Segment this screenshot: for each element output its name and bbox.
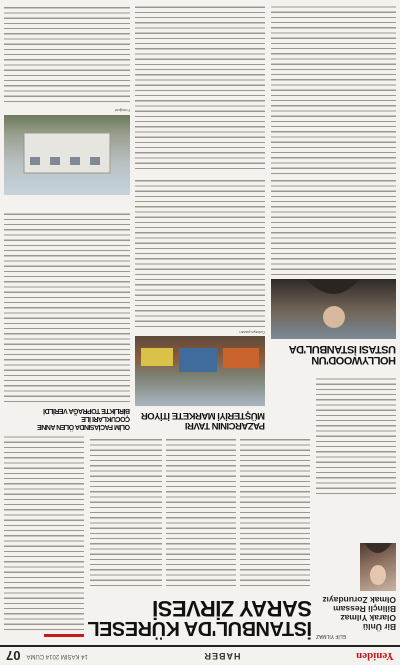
market-body-text [135, 178, 265, 328]
page-number: 07 [6, 648, 21, 664]
hollywood-photo [271, 279, 396, 339]
market-photo-caption: Özkaya pazarı [239, 330, 265, 335]
market-headline-line-2: MÜŞTERİYİ MARKETE İTİYOR [141, 410, 265, 421]
tragedy-headline [4, 406, 130, 430]
lead-body-col-3 [90, 437, 162, 587]
market-headline [135, 410, 265, 430]
issue-date: 14 KASIM 2014 CUMA [26, 653, 88, 659]
interview-byline: ELİF YILMAZ [316, 633, 346, 639]
tragedy-headline-line-2: BİRLİKTE TOPRAĞA VERİLDİ [43, 407, 130, 414]
portrait-figure [360, 543, 396, 591]
market-photo [135, 336, 265, 406]
lead-body-col-1 [240, 437, 310, 587]
building-photo-caption: Fotoğraf [115, 108, 130, 113]
red-rule [44, 634, 84, 637]
section-title: HABER [203, 651, 241, 661]
interview-portrait [360, 543, 396, 591]
tragedy-story [4, 220, 130, 430]
interview-title-line-4: Olmak Zorundayız [322, 595, 396, 605]
bottom-left-text [271, 5, 396, 175]
hollywood-headline [271, 343, 396, 365]
masthead [0, 645, 400, 665]
interview-title-line-3: Bilinçli Ressam [333, 604, 396, 614]
tragedy-body-text [4, 213, 130, 403]
lead-body-col-2 [166, 437, 236, 587]
tragedy-headline-line-1: OLİM FACİASINDA ÖLEN ANNE ÇOCUKLARI İLE [37, 415, 130, 430]
market-headline-line-1: PAZARCININ TAVRI [185, 420, 265, 431]
interview-body-text [316, 375, 396, 495]
interview-title-line-2: Olarak Yılmaz [340, 613, 396, 623]
bottom-right-text [4, 5, 130, 103]
hollywood-body-text [271, 176, 396, 276]
newspaper-logo: Yeniden [356, 650, 394, 662]
interview-title [316, 595, 396, 631]
interview-title-line-1: Bir Ünlü [362, 622, 396, 632]
hollywood-story [271, 185, 396, 365]
bottom-middle-text [135, 5, 265, 170]
hollywood-headline-line-1: HOLLYWOOD'UN [311, 354, 396, 366]
hollywood-photo-figure [271, 279, 396, 339]
hollywood-headline-line-2: USTASI İSTANBUL'DA [289, 343, 396, 355]
building-shape [4, 115, 130, 195]
lead-headline [87, 597, 312, 637]
lead-headline-line-2: SARAY ZİRVESİ [152, 596, 312, 621]
lead-sidebar [4, 437, 84, 637]
market-stalls [135, 336, 265, 406]
lead-sidebar-text [4, 436, 84, 631]
building-photo [4, 115, 130, 195]
lead-headline-line-1: İSTANBUL'DA KÜRESEL [87, 617, 312, 639]
interview-column [316, 499, 396, 639]
market-story [135, 180, 265, 430]
